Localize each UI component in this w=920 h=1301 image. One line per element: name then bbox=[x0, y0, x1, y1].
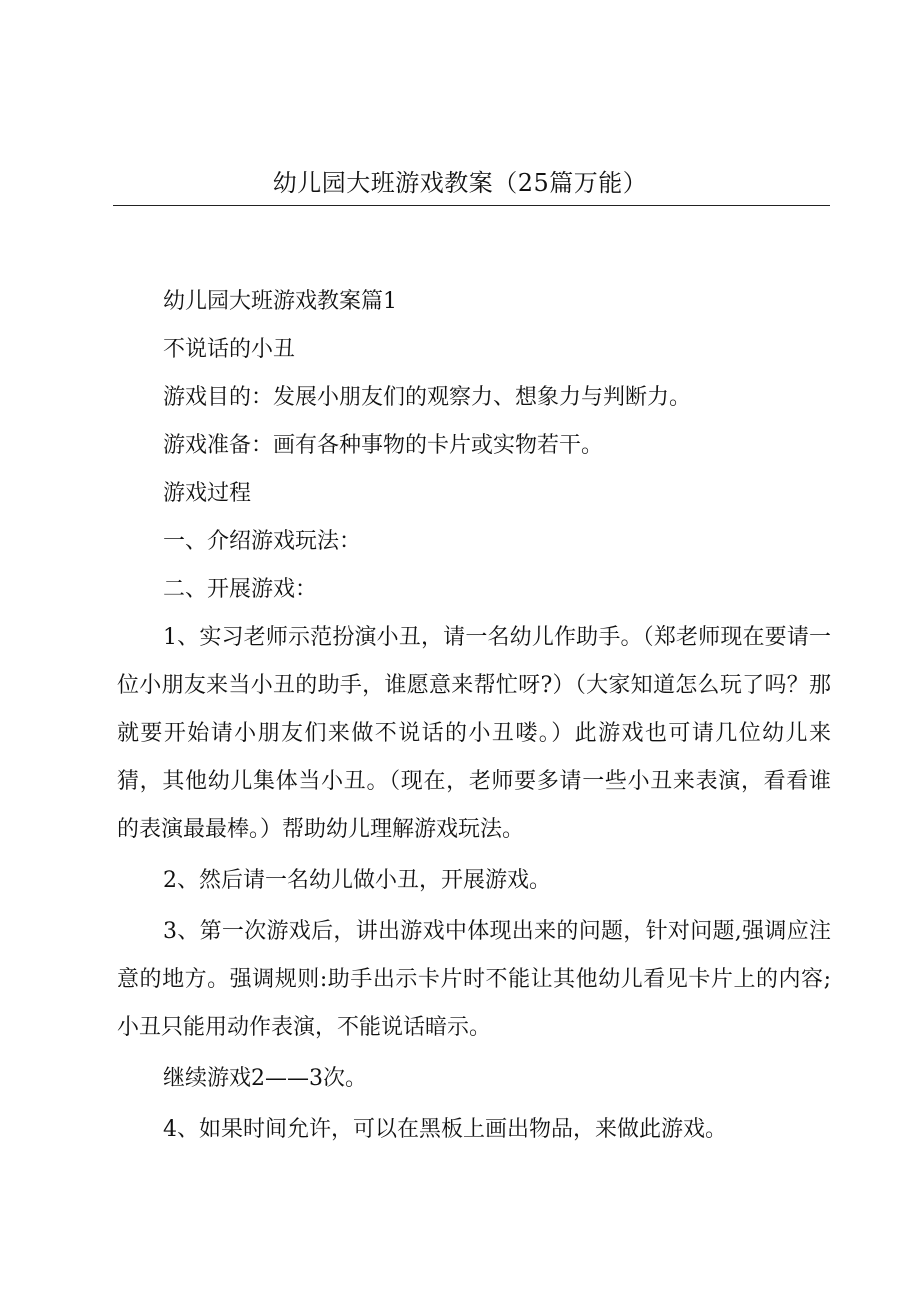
paragraph-step-1: 1、实习老师示范扮演小丑，请一名幼儿作助手。（郑老师现在要请一位小朋友来当小丑的助手，谁愿意来帮忙呀?）（大家知道怎么玩了吗？那就要开始请小朋友们来做不说话的小丑喽。）此游戏也可请几位幼儿来猜，其他幼儿集体当小丑。（现在，老师要多请一些小丑来表演，看看谁的表演最最棒。）帮助幼儿理解游戏玩法。 bbox=[117, 625, 831, 842]
step-introduce: 一、介绍游戏玩法： bbox=[163, 529, 362, 554]
game-preparation: 游戏准备：画有各种事物的卡片或实物若干。 bbox=[163, 433, 604, 458]
paragraph-step-3: 3、第一次游戏后，讲出游戏中体现出来的问题，针对问题,强调应注意的地方。强调规则:助手出示卡片时不能让其他幼儿看见卡片上的内容;小丑只能用动作表演，不能说话暗示。 bbox=[117, 919, 831, 1040]
document-body bbox=[117, 278, 831, 1154]
title-divider bbox=[113, 205, 830, 206]
game-process-heading: 游戏过程 bbox=[163, 481, 252, 506]
paragraph-step-4: 4、如果时间允许，可以在黑板上画出物品，来做此游戏。 bbox=[163, 1117, 727, 1142]
game-goal: 游戏目的：发展小朋友们的观察力、想象力与判断力。 bbox=[163, 385, 692, 410]
paragraph-step-2: 2、然后请一名幼儿做小丑，开展游戏。 bbox=[163, 868, 551, 893]
section-heading: 幼儿园大班游戏教案篇1 bbox=[163, 289, 397, 314]
game-name: 不说话的小丑 bbox=[163, 337, 296, 362]
step-play: 二、开展游戏： bbox=[163, 577, 318, 602]
paragraph-repeat: 继续游戏2——3次。 bbox=[163, 1066, 367, 1091]
document-title: 幼儿园大班游戏教案（25篇万能） bbox=[272, 169, 648, 197]
